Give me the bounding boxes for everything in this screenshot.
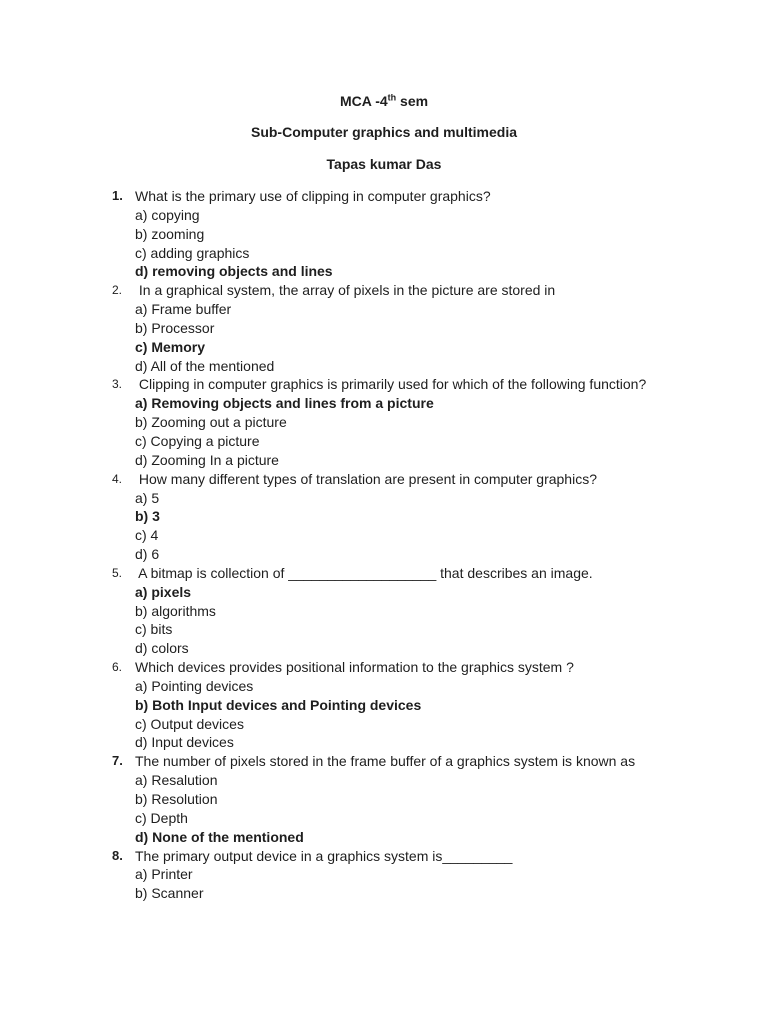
question-text: In a graphical system, the array of pixels in the picture are stored in bbox=[135, 282, 556, 299]
answer-option: b) Resolution bbox=[135, 791, 218, 807]
correct-answer-option: a) pixels bbox=[135, 583, 192, 600]
question-text: The primary output device in a graphics system is_________ bbox=[135, 847, 513, 864]
answer-option: c) Depth bbox=[135, 809, 188, 826]
question-list bbox=[0, 187, 768, 903]
question-text: Clipping in computer graphics is primarily used for which of the following function? bbox=[135, 376, 647, 393]
question-item bbox=[0, 375, 768, 469]
question-text: Which devices provides positional information to the graphics system ? bbox=[135, 659, 574, 676]
answer-option: d) Input devices bbox=[135, 734, 234, 751]
answer-option: c) adding graphics bbox=[135, 244, 250, 261]
answer-option: b) zooming bbox=[135, 225, 205, 242]
answer-option: b) Zooming out a picture bbox=[135, 414, 287, 431]
answer-option: a) Pointing devices bbox=[135, 677, 254, 694]
course-title-suffix: sem bbox=[396, 93, 429, 109]
question-number: 8. bbox=[112, 847, 123, 863]
question-number: 2. bbox=[112, 283, 123, 298]
answer-option: b) Scanner bbox=[135, 885, 204, 902]
subject-title: Sub-Computer graphics and multimedia bbox=[250, 124, 518, 140]
question-number: 4. bbox=[112, 471, 123, 486]
answer-option: c) Copying a picture bbox=[135, 432, 260, 449]
answer-option: a) Frame buffer bbox=[135, 301, 232, 318]
answer-option: b) algorithms bbox=[135, 602, 216, 619]
question-number: 5. bbox=[112, 565, 123, 580]
course-title-superscript: th bbox=[387, 92, 397, 103]
question-line bbox=[0, 752, 768, 771]
answer-option: c) 4 bbox=[135, 527, 159, 544]
author-name: Tapas kumar Das bbox=[326, 156, 442, 172]
answer-option: a) Resalution bbox=[135, 772, 218, 789]
question-line bbox=[0, 187, 768, 206]
answer-option: d) 6 bbox=[135, 546, 160, 563]
correct-answer-option: a) Removing objects and lines from a picture bbox=[135, 395, 434, 412]
answer-option: a) copying bbox=[135, 206, 200, 223]
correct-answer-option: c) Memory bbox=[135, 338, 206, 355]
question-text: A bitmap is collection of ___________________ that describes an image. bbox=[135, 564, 593, 581]
question-item bbox=[0, 187, 768, 281]
question-text: What is the primary use of clipping in computer graphics? bbox=[135, 188, 491, 204]
question-text: How many different types of translation are present in computer graphics? bbox=[135, 470, 597, 487]
question-item bbox=[0, 470, 768, 564]
answer-option: c) bits bbox=[135, 621, 173, 638]
course-title bbox=[0, 93, 768, 109]
answer-option: d) Zooming In a picture bbox=[135, 451, 279, 468]
question-item bbox=[0, 564, 768, 658]
correct-answer-option: b) 3 bbox=[135, 508, 160, 525]
correct-answer-option: d) removing objects and lines bbox=[135, 263, 333, 280]
question-number: 3. bbox=[112, 377, 123, 392]
question-line bbox=[0, 470, 768, 489]
correct-answer-option: d) None of the mentioned bbox=[135, 828, 304, 845]
course-title-text: MCA -4 bbox=[339, 93, 388, 109]
answer-option: a) 5 bbox=[135, 489, 160, 506]
correct-answer-option: b) Both Input devices and Pointing devices bbox=[135, 696, 422, 713]
question-line bbox=[0, 847, 768, 866]
answer-option: d) All of the mentioned bbox=[135, 357, 275, 374]
question-number: 7. bbox=[112, 753, 123, 769]
question-line bbox=[0, 375, 768, 394]
question-line bbox=[0, 658, 768, 677]
answer-option: d) colors bbox=[135, 640, 189, 657]
question-number: 1. bbox=[112, 188, 123, 203]
question-number: 6. bbox=[112, 660, 123, 675]
answer-option: c) Output devices bbox=[135, 715, 244, 732]
question-item bbox=[0, 658, 768, 752]
question-item bbox=[0, 281, 768, 375]
question-line bbox=[0, 564, 768, 583]
question-item bbox=[0, 847, 768, 904]
question-text: The number of pixels stored in the frame buffer of a graphics system is known as bbox=[135, 753, 636, 770]
answer-option: a) Printer bbox=[135, 866, 193, 883]
question-line bbox=[0, 281, 768, 300]
question-item bbox=[0, 752, 768, 846]
answer-option: b) Processor bbox=[135, 319, 215, 336]
